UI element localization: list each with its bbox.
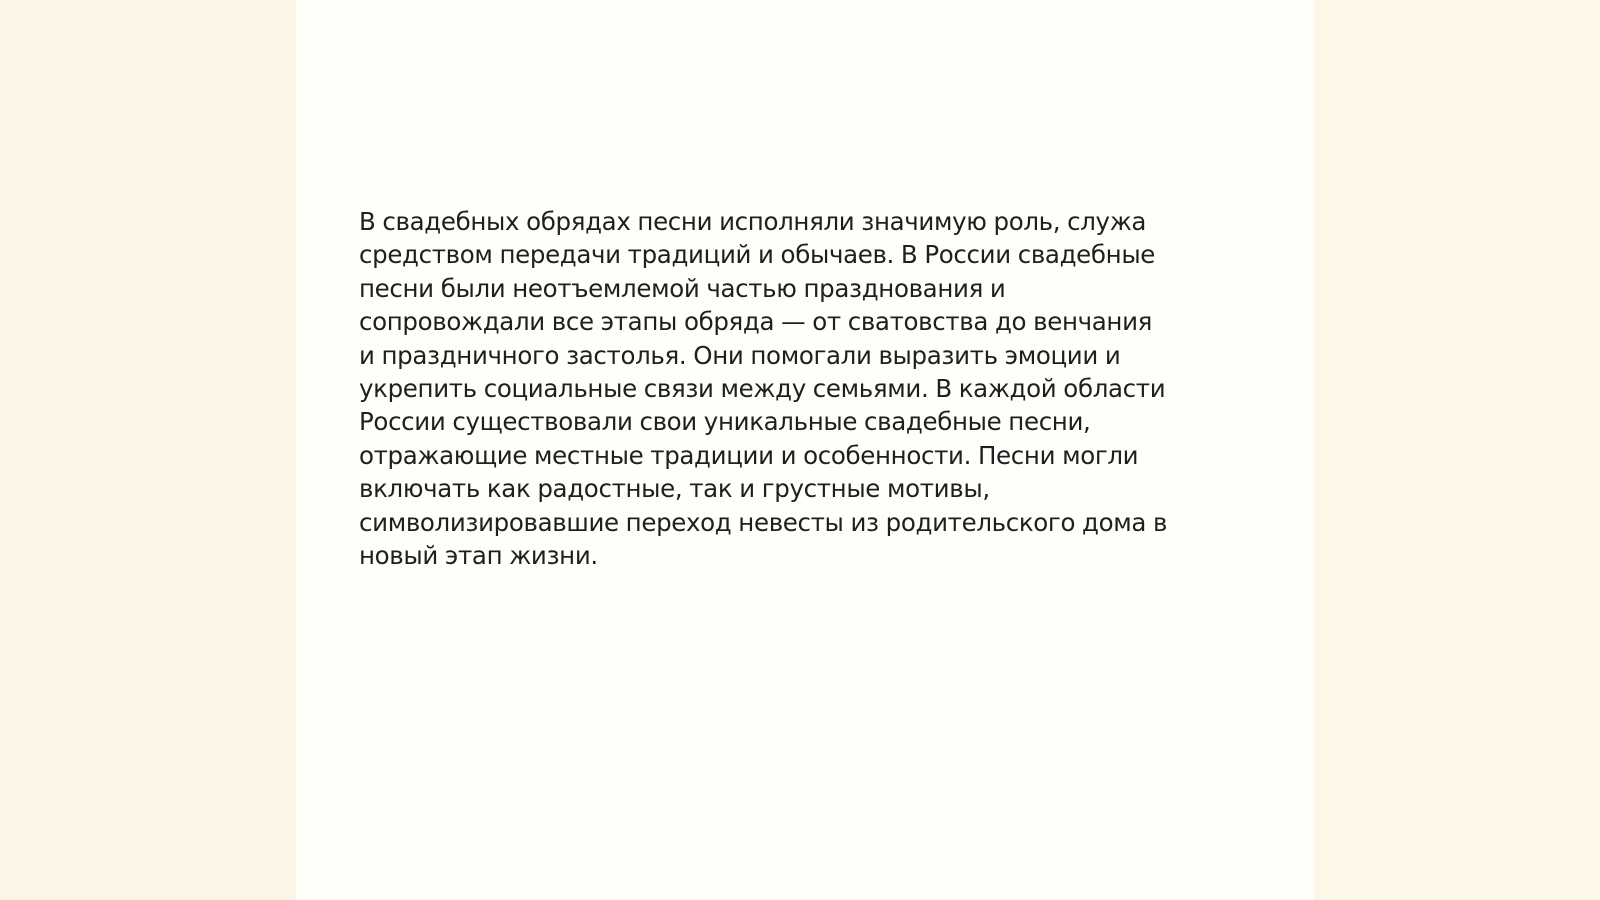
body-paragraph [359,205,1259,572]
paragraph-line: включать как радостные, так и грустные мотивы, [359,474,990,504]
paragraph-line: средством передачи традиций и обычаев. В России свадебные [359,240,1156,270]
paragraph-line: укрепить социальные связи между семьями. В каждой области [359,374,1166,404]
right-background-panel [1314,0,1600,900]
paragraph-line: и праздничного застолья. Они помогали выразить эмоции и [359,340,1121,370]
paragraph-line: песни были неотъемлемой частью празднования и [359,273,1006,303]
paragraph-line: сопровождали все этапы обряда — от сватовства до венчания [359,307,1153,337]
paragraph-line: отражающие местные традиции и особенности. Песни могли [359,440,1139,470]
slide-page [296,0,1314,900]
paragraph-line: В свадебных обрядах песни исполняли значимую роль, служа [359,207,1147,236]
paragraph-line: символизировавшие переход невесты из родительского дома в [359,507,1168,537]
paragraph-line: России существовали свои уникальные свадебные песни, [359,407,1091,437]
paragraph-line: новый этап жизни. [359,541,598,571]
left-background-panel [0,0,296,900]
